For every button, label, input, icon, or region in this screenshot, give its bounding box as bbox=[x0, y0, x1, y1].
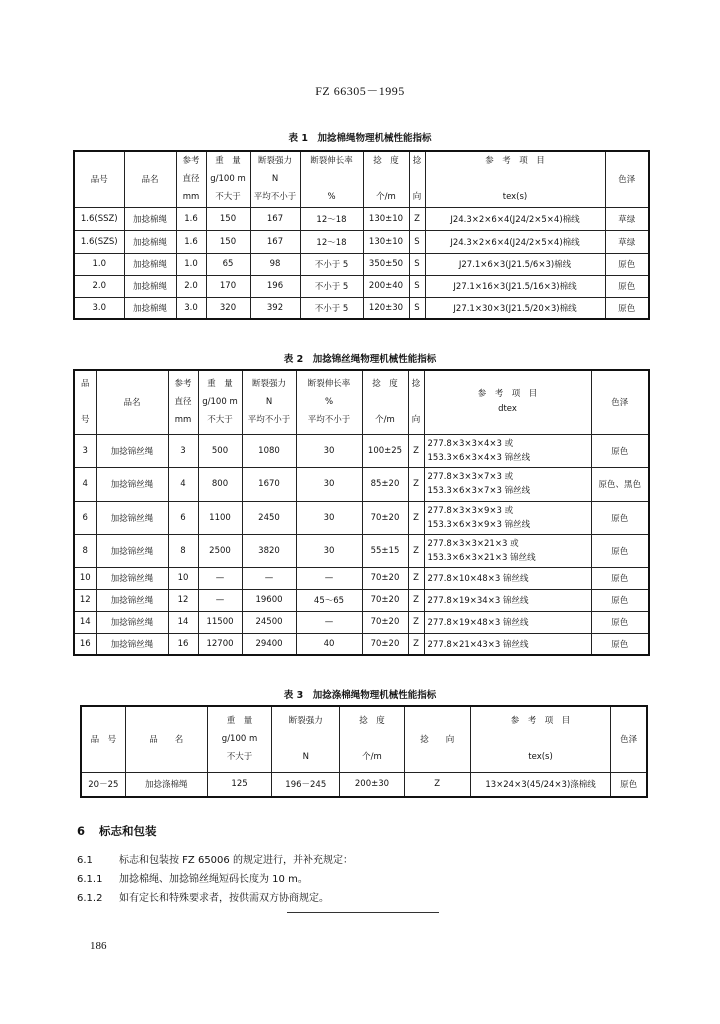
table-cell: 加捻涤棉绳 bbox=[125, 772, 207, 797]
cell-line: 277.8×3×3×7×3 或 bbox=[427, 472, 514, 482]
t2-h-diameter bbox=[168, 370, 198, 434]
table-cell: 加捻棉绳 bbox=[124, 275, 176, 297]
cell-line: 参考 bbox=[174, 379, 192, 390]
table-row bbox=[74, 297, 649, 319]
cell-line bbox=[472, 730, 609, 748]
table-cell: 加捻锦丝绳 bbox=[96, 567, 168, 589]
table-cell bbox=[424, 434, 591, 467]
table-cell: 150 bbox=[206, 207, 250, 230]
table-cell: Z bbox=[408, 534, 424, 567]
table-row bbox=[74, 253, 649, 275]
table-cell: 原色 bbox=[591, 501, 649, 534]
table1-caption: 表 1 加捻棉绳物理机械性能指标 bbox=[288, 133, 432, 144]
table1 bbox=[73, 150, 650, 320]
cell-line bbox=[365, 170, 408, 188]
table-cell: 12 bbox=[74, 589, 96, 611]
t1-h-twist bbox=[363, 151, 409, 207]
t1-h-diameter bbox=[176, 151, 206, 207]
t1-h-strength bbox=[250, 151, 300, 207]
t3-h-pinming: 品 名 bbox=[125, 706, 207, 772]
t2-h-color: 色泽 bbox=[591, 370, 649, 434]
table-cell: J27.1×16×3(J21.5/16×3)棉线 bbox=[425, 275, 605, 297]
table-cell: — bbox=[198, 589, 242, 611]
table3-caption: 表 3 加捻涤棉绳物理机械性能指标 bbox=[283, 690, 437, 701]
table-cell: 167 bbox=[250, 207, 300, 230]
table-cell: 19600 bbox=[242, 589, 296, 611]
table-cell: 200±40 bbox=[363, 275, 409, 297]
t2-h-elongation bbox=[296, 370, 362, 434]
cell-line: 277.8×3×3×21×3 或 bbox=[427, 538, 519, 549]
cell-line: 不大于 bbox=[226, 752, 253, 763]
table-cell: 加捻锦丝绳 bbox=[96, 534, 168, 567]
table-cell: 草绿 bbox=[605, 230, 649, 253]
table-cell: 30 bbox=[296, 434, 362, 467]
cell-line: 直径 bbox=[182, 174, 200, 185]
table-cell: J27.1×6×3(J21.5/6×3)棉线 bbox=[425, 253, 605, 275]
table-cell: — bbox=[242, 567, 296, 589]
table-cell: 70±20 bbox=[362, 633, 408, 655]
table-cell: 130±10 bbox=[363, 207, 409, 230]
table-cell: 加捻锦丝绳 bbox=[96, 467, 168, 501]
table-cell: 196 bbox=[250, 275, 300, 297]
table-cell: 100±25 bbox=[362, 434, 408, 467]
table-cell: 3.0 bbox=[74, 297, 124, 319]
table-cell: 12700 bbox=[198, 633, 242, 655]
cell-line: 153.3×6×3×9×3 锦丝线 bbox=[427, 519, 531, 530]
table-row bbox=[74, 230, 649, 253]
table-cell: 加捻棉绳 bbox=[124, 253, 176, 275]
t3-h-direction: 捻 向 bbox=[404, 706, 470, 772]
table-cell: 2.0 bbox=[176, 275, 206, 297]
page-number: 186 bbox=[90, 940, 107, 952]
t2-h-weight bbox=[198, 370, 242, 434]
table-cell: 150 bbox=[206, 230, 250, 253]
table-cell: 85±20 bbox=[362, 467, 408, 501]
table-row bbox=[74, 534, 649, 567]
table-cell: 13×24×3(45/24×3)涤棉线 bbox=[470, 772, 610, 797]
cell-line: 153.3×6×3×4×3 锦丝线 bbox=[427, 452, 531, 463]
table-cell: J24.3×2×6×4(J24/2×5×4)棉线 bbox=[425, 230, 605, 253]
table-cell: 加捻锦丝绳 bbox=[96, 633, 168, 655]
table-row bbox=[81, 772, 647, 797]
cell-line: 277.8×3×3×4×3 或 bbox=[427, 438, 514, 449]
table-cell: 4 bbox=[74, 467, 96, 501]
table-row bbox=[74, 275, 649, 297]
table-cell bbox=[424, 534, 591, 567]
table2-caption: 表 2 加捻锦丝绳物理机械性能指标 bbox=[283, 354, 437, 365]
cell-line: 捻 bbox=[411, 379, 421, 390]
table-cell: 8 bbox=[74, 534, 96, 567]
t2-h-pinming: 品名 bbox=[96, 370, 168, 434]
table-cell: 200±30 bbox=[340, 772, 404, 797]
table-cell: 1080 bbox=[242, 434, 296, 467]
table-cell: 320 bbox=[206, 297, 250, 319]
table-cell: 原色 bbox=[591, 589, 649, 611]
cell-line: 号 bbox=[80, 415, 90, 426]
table-cell: 不小于 5 bbox=[300, 297, 363, 319]
cell-line: 平均不小于 bbox=[247, 415, 291, 426]
table-cell bbox=[424, 501, 591, 534]
table-row bbox=[74, 633, 649, 655]
table2-header-row bbox=[74, 370, 649, 434]
table-cell: 4 bbox=[168, 467, 198, 501]
table-cell: 原色 bbox=[611, 772, 647, 797]
t2-h-strength bbox=[242, 370, 296, 434]
cell-line: 捻 bbox=[412, 156, 422, 167]
t1-h-pinhao: 品号 bbox=[74, 151, 124, 207]
t3-h-reference bbox=[470, 706, 610, 772]
table-row bbox=[74, 589, 649, 611]
table-cell: 500 bbox=[198, 434, 242, 467]
table-cell: 277.8×21×43×3 锦丝线 bbox=[424, 633, 591, 655]
table-cell: 14 bbox=[74, 611, 96, 633]
section-heading: 6 标志和包装 bbox=[77, 824, 157, 838]
table-cell: 277.8×19×34×3 锦丝线 bbox=[424, 589, 591, 611]
table-cell: 30 bbox=[296, 534, 362, 567]
table-cell: 20－25 bbox=[81, 772, 125, 797]
table-cell: 加捻锦丝绳 bbox=[96, 434, 168, 467]
table-cell: 70±20 bbox=[362, 501, 408, 534]
table-cell: 170 bbox=[206, 275, 250, 297]
t3-h-strength bbox=[272, 706, 340, 772]
table-cell: — bbox=[296, 567, 362, 589]
cell-line: mm bbox=[182, 192, 200, 203]
t1-h-elongation bbox=[300, 151, 363, 207]
table3 bbox=[80, 705, 648, 798]
table-cell: 3 bbox=[168, 434, 198, 467]
cell-line: 重 量 bbox=[215, 156, 241, 167]
cell-line bbox=[302, 170, 362, 188]
cell-line: 断裂伸长率 bbox=[307, 379, 351, 390]
paragraph-6-1-1: 6.1.1 加捻棉绳、加捻锦丝绳短码长度为 10 m。 bbox=[77, 874, 308, 885]
table-row bbox=[74, 434, 649, 467]
table-cell: 98 bbox=[250, 253, 300, 275]
table-cell: 16 bbox=[168, 633, 198, 655]
table-cell: 加捻锦丝绳 bbox=[96, 501, 168, 534]
table-cell: 原色 bbox=[591, 434, 649, 467]
t3-h-pinhao: 品 号 bbox=[81, 706, 125, 772]
paragraph-6-1-2: 6.1.2 如有定长和特殊要求者，按供需双方协商规定。 bbox=[77, 893, 329, 904]
cell-line: 参考 bbox=[182, 156, 200, 167]
document-header: FZ 66305－1995 bbox=[315, 84, 405, 98]
table-cell: 125 bbox=[207, 772, 271, 797]
table-cell: 3820 bbox=[242, 534, 296, 567]
table-cell: 10 bbox=[168, 567, 198, 589]
table-cell: 277.8×19×48×3 锦丝线 bbox=[424, 611, 591, 633]
table-cell: 6 bbox=[168, 501, 198, 534]
table-cell: 70±20 bbox=[362, 567, 408, 589]
table-cell: 12～18 bbox=[300, 207, 363, 230]
table-cell: 40 bbox=[296, 633, 362, 655]
t2-h-twist bbox=[362, 370, 408, 434]
cell-line: 153.3×6×3×21×3 锦丝线 bbox=[427, 552, 536, 563]
cell-line: 断裂强力 bbox=[257, 156, 292, 167]
table-cell: S bbox=[409, 297, 425, 319]
table-cell: 65 bbox=[206, 253, 250, 275]
table-cell: 不小于 5 bbox=[300, 275, 363, 297]
t1-h-direction bbox=[409, 151, 425, 207]
cell-line bbox=[76, 393, 95, 411]
table-cell: Z bbox=[408, 467, 424, 501]
cell-line: 参 考 项 目 bbox=[477, 389, 538, 400]
table-cell: 70±20 bbox=[362, 589, 408, 611]
table-cell: 392 bbox=[250, 297, 300, 319]
table-row bbox=[74, 501, 649, 534]
cell-line bbox=[410, 393, 423, 411]
t1-h-pinming: 品名 bbox=[124, 151, 176, 207]
table-cell: S bbox=[409, 253, 425, 275]
table-cell: 6 bbox=[74, 501, 96, 534]
table-cell: — bbox=[296, 611, 362, 633]
table-cell: 2450 bbox=[242, 501, 296, 534]
t1-h-color: 色泽 bbox=[605, 151, 649, 207]
table-cell: 16 bbox=[74, 633, 96, 655]
cell-line: N bbox=[271, 174, 279, 185]
table-cell: 原色 bbox=[605, 297, 649, 319]
cell-line: % bbox=[327, 192, 336, 203]
table-cell: J27.1×30×3(J21.5/20×3)棉线 bbox=[425, 297, 605, 319]
table-cell: 原色 bbox=[591, 611, 649, 633]
t1-h-reference bbox=[425, 151, 605, 207]
cell-line: tex(s) bbox=[502, 192, 528, 203]
table-cell: 55±15 bbox=[362, 534, 408, 567]
cell-line: 153.3×6×3×7×3 锦丝线 bbox=[427, 486, 531, 496]
cell-line: 捻 度 bbox=[372, 379, 398, 390]
t2-h-direction bbox=[408, 370, 424, 434]
cell-line: 重 量 bbox=[226, 716, 253, 727]
cell-line: dtex bbox=[498, 404, 517, 415]
table-cell: Z bbox=[408, 589, 424, 611]
table-row bbox=[74, 207, 649, 230]
table-cell: 130±10 bbox=[363, 230, 409, 253]
cell-line: N bbox=[302, 752, 309, 763]
table-cell: 3 bbox=[74, 434, 96, 467]
cell-line: 断裂伸长率 bbox=[310, 156, 353, 167]
table-cell: 原色 bbox=[591, 534, 649, 567]
table-cell: 12～18 bbox=[300, 230, 363, 253]
table-cell: 原色 bbox=[591, 567, 649, 589]
cell-line: 平均不小于 bbox=[253, 192, 297, 203]
table3-header-row bbox=[81, 706, 647, 772]
end-divider bbox=[287, 912, 439, 913]
table-cell: 1.6(SSZ) bbox=[74, 207, 124, 230]
cell-line: 个/m bbox=[376, 192, 396, 203]
cell-line: 重 量 bbox=[207, 379, 233, 390]
table-cell: 2500 bbox=[198, 534, 242, 567]
t3-h-color: 色泽 bbox=[611, 706, 647, 772]
cell-line: N bbox=[265, 397, 273, 408]
table-cell: Z bbox=[408, 633, 424, 655]
table-cell: 70±20 bbox=[362, 611, 408, 633]
table-cell: 1100 bbox=[198, 501, 242, 534]
cell-line: % bbox=[324, 397, 334, 408]
cell-line: 向 bbox=[412, 192, 422, 203]
t2-h-pinhao bbox=[74, 370, 96, 434]
cell-line: 断裂强力 bbox=[251, 379, 286, 390]
table-cell: 加捻棉绳 bbox=[124, 230, 176, 253]
table-cell: 800 bbox=[198, 467, 242, 501]
cell-line: 品 bbox=[80, 379, 90, 390]
table-cell: 350±50 bbox=[363, 253, 409, 275]
table-cell: 11500 bbox=[198, 611, 242, 633]
cell-line: 277.8×3×3×9×3 或 bbox=[427, 505, 514, 516]
table-cell: 1.0 bbox=[74, 253, 124, 275]
cell-line: 向 bbox=[411, 415, 421, 426]
table-cell: 加捻锦丝绳 bbox=[96, 611, 168, 633]
table-cell: 30 bbox=[296, 467, 362, 501]
cell-line: 平均不小于 bbox=[307, 415, 351, 426]
table-cell: Z bbox=[408, 611, 424, 633]
cell-line: g/100 m bbox=[202, 397, 238, 408]
table-cell: S bbox=[409, 275, 425, 297]
cell-line bbox=[364, 393, 407, 411]
table-cell: Z bbox=[409, 207, 425, 230]
paragraph-6-1: 6.1 标志和包装按 FZ 65006 的规定进行，并补充规定： bbox=[77, 855, 353, 866]
table-cell: 196－245 bbox=[272, 772, 340, 797]
table-cell: 1.6 bbox=[176, 230, 206, 253]
cell-line: 不大于 bbox=[215, 192, 241, 203]
cell-line: 不大于 bbox=[207, 415, 233, 426]
cell-line bbox=[427, 170, 604, 188]
table-cell: — bbox=[198, 567, 242, 589]
table-row bbox=[74, 567, 649, 589]
table-cell: 加捻锦丝绳 bbox=[96, 589, 168, 611]
table-row bbox=[74, 467, 649, 501]
table-cell: 10 bbox=[74, 567, 96, 589]
cell-line: 个/m bbox=[362, 752, 382, 763]
table-cell: 原色 bbox=[605, 253, 649, 275]
table-cell: 8 bbox=[168, 534, 198, 567]
t3-h-weight bbox=[207, 706, 271, 772]
cell-line bbox=[273, 730, 338, 748]
table-cell: 277.8×10×48×3 锦丝线 bbox=[424, 567, 591, 589]
table-cell: 45～65 bbox=[296, 589, 362, 611]
table-cell: 1.6(SZS) bbox=[74, 230, 124, 253]
cell-line: mm bbox=[174, 415, 192, 426]
cell-line: tex(s) bbox=[528, 752, 553, 763]
cell-line bbox=[341, 730, 402, 748]
table-cell: 167 bbox=[250, 230, 300, 253]
table-cell: 加捻棉绳 bbox=[124, 297, 176, 319]
t3-h-twist bbox=[340, 706, 404, 772]
cell-line: 捻 度 bbox=[373, 156, 399, 167]
table-cell: 草绿 bbox=[605, 207, 649, 230]
table-cell: 不小于 5 bbox=[300, 253, 363, 275]
table-row bbox=[74, 611, 649, 633]
cell-line: 参 考 项 目 bbox=[485, 156, 545, 167]
table-cell: 1.6 bbox=[176, 207, 206, 230]
table-cell bbox=[424, 467, 591, 501]
cell-line: 捻 度 bbox=[359, 716, 385, 727]
table-cell: 原色 bbox=[605, 275, 649, 297]
cell-line bbox=[411, 170, 424, 188]
table-cell: 1670 bbox=[242, 467, 296, 501]
t2-h-reference bbox=[424, 370, 591, 434]
table-cell: 原色 bbox=[591, 633, 649, 655]
cell-line: g/100 m bbox=[221, 734, 258, 745]
table-cell: 29400 bbox=[242, 633, 296, 655]
table-cell: 原色、黑色 bbox=[591, 467, 649, 501]
table-cell: 3.0 bbox=[176, 297, 206, 319]
table-cell: 24500 bbox=[242, 611, 296, 633]
cell-line: 直径 bbox=[174, 397, 192, 408]
table-cell: Z bbox=[408, 567, 424, 589]
table-cell: 14 bbox=[168, 611, 198, 633]
table-cell: S bbox=[409, 230, 425, 253]
table-cell: J24.3×2×6×4(J24/2×5×4)棉线 bbox=[425, 207, 605, 230]
table-cell: Z bbox=[408, 434, 424, 467]
table-cell: Z bbox=[404, 772, 470, 797]
table-cell: 1.0 bbox=[176, 253, 206, 275]
table-cell: 120±30 bbox=[363, 297, 409, 319]
table1-header-row bbox=[74, 151, 649, 207]
cell-line: 断裂强力 bbox=[288, 716, 323, 727]
table-cell: 2.0 bbox=[74, 275, 124, 297]
table-cell: 30 bbox=[296, 501, 362, 534]
table-cell: 加捻棉绳 bbox=[124, 207, 176, 230]
table2 bbox=[73, 369, 650, 656]
cell-line: g/100 m bbox=[210, 174, 246, 185]
table-cell: 12 bbox=[168, 589, 198, 611]
cell-line: 参 考 项 目 bbox=[510, 716, 571, 727]
cell-line: 个/m bbox=[375, 415, 395, 426]
table-cell: Z bbox=[408, 501, 424, 534]
t1-h-weight bbox=[206, 151, 250, 207]
